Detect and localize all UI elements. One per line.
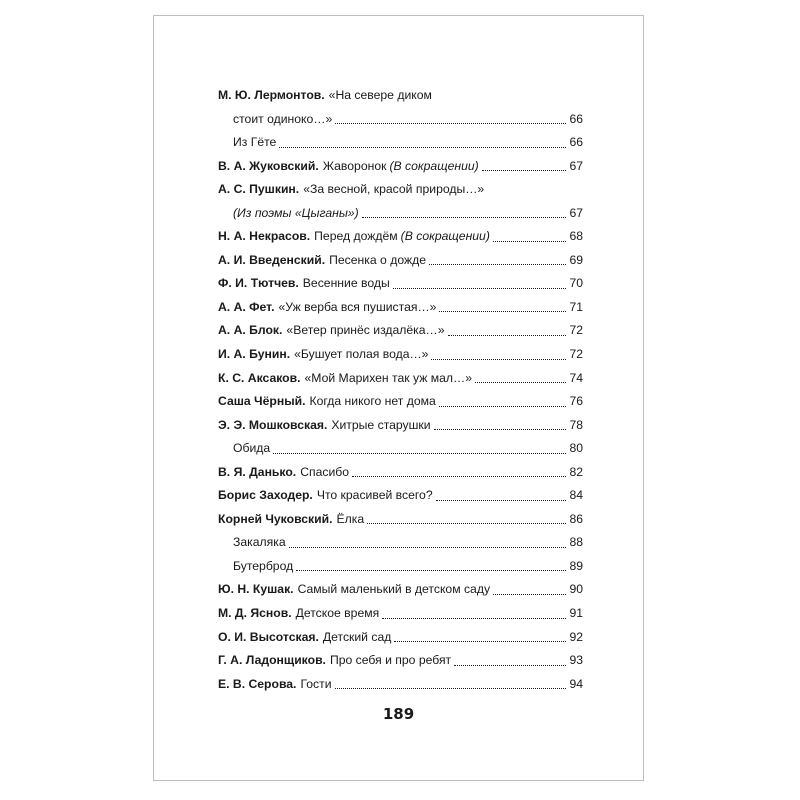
dot-leader (482, 169, 567, 171)
toc-author: В. Я. Данько. (218, 464, 297, 479)
dot-leader (439, 405, 567, 407)
toc-page-number: 78 (569, 417, 583, 432)
toc-page-number: 68 (569, 229, 583, 244)
toc-page-number: 69 (569, 252, 583, 267)
toc-page-number: 72 (569, 347, 583, 362)
toc-page-number: 90 (569, 582, 583, 597)
toc-title: Самый маленький в детском саду (297, 582, 491, 597)
toc-author: М. Д. Яснов. (218, 606, 292, 621)
toc-author: В. А. Жуковский. (218, 158, 319, 173)
toc-page-number: 76 (569, 394, 583, 409)
toc-author: А. С. Пушкин. (218, 182, 300, 197)
toc-author: Борис Заходер. (218, 488, 313, 503)
toc-entry (218, 508, 583, 532)
toc-title: Из Гёте (233, 135, 277, 150)
toc-page-number: 86 (569, 511, 583, 526)
toc-author: А. А. Блок. (218, 323, 283, 338)
toc-page-number: 88 (569, 535, 583, 550)
toc-page-number: 67 (569, 158, 583, 173)
toc-entry (218, 155, 583, 179)
toc-entry (218, 272, 583, 296)
toc-entry (218, 108, 583, 132)
toc-entry (218, 367, 583, 391)
toc-title: «Ветер принёс издалёка…» (286, 323, 445, 338)
toc-author: Н. А. Некрасов. (218, 229, 311, 244)
toc-author: О. И. Высотская. (218, 629, 319, 644)
toc-page-number: 80 (569, 441, 583, 456)
toc-author: Ф. И. Тютчев. (218, 276, 299, 291)
toc-title: Хитрые старушки (331, 417, 431, 432)
dot-leader (493, 240, 567, 242)
dot-leader (382, 617, 566, 619)
toc-author: Саша Чёрный. (218, 394, 306, 409)
toc-entry (218, 178, 583, 202)
toc-page-number: 71 (569, 299, 583, 314)
toc-entry (218, 578, 583, 602)
table-of-contents (218, 84, 583, 696)
toc-title: Перед дождём (314, 229, 398, 244)
toc-entry (218, 249, 583, 273)
toc-title: Весенние воды (302, 276, 390, 291)
toc-entry (218, 484, 583, 508)
dot-leader (289, 546, 567, 548)
toc-title: Жаворонок (322, 158, 387, 173)
toc-page-number: 70 (569, 276, 583, 291)
toc-title: Ёлка (336, 511, 365, 526)
toc-entry (218, 555, 583, 579)
toc-entry (218, 461, 583, 485)
toc-author: Ю. Н. Кушак. (218, 582, 294, 597)
toc-entry (218, 131, 583, 155)
toc-page-number: 66 (569, 111, 583, 126)
dot-leader (439, 310, 566, 312)
toc-title: «Мой Марихен так уж мал…» (304, 370, 472, 385)
dot-leader (431, 358, 566, 360)
toc-page-number: 93 (569, 653, 583, 668)
toc-entry (218, 414, 583, 438)
dot-leader (434, 428, 567, 430)
toc-author: Г. А. Ладонщиков. (218, 653, 326, 668)
toc-title: «На севере диком (328, 88, 432, 102)
toc-title: Гости (300, 676, 332, 691)
dot-leader (279, 146, 566, 148)
toc-page-number: 84 (569, 488, 583, 503)
toc-author: И. А. Бунин. (218, 347, 291, 362)
dot-leader (296, 569, 566, 571)
dot-leader (429, 263, 566, 265)
toc-title: Детский сад (322, 629, 392, 644)
toc-entry (218, 343, 583, 367)
toc-author: Э. Э. Мошковская. (218, 417, 328, 432)
toc-title: Бутерброд (233, 558, 294, 573)
toc-author: Е. В. Серова. (218, 676, 297, 691)
toc-author: М. Ю. Лермонтов. (218, 88, 325, 102)
dot-leader (335, 687, 567, 689)
toc-note: (В сокращении) (389, 158, 479, 173)
toc-title: Закаляка (233, 535, 286, 550)
dot-leader (352, 475, 566, 477)
toc-page-number: 72 (569, 323, 583, 338)
toc-page-number: 91 (569, 606, 583, 621)
dot-leader (493, 593, 566, 595)
toc-entry (218, 437, 583, 461)
toc-entry (218, 319, 583, 343)
toc-page-number: 66 (569, 135, 583, 150)
toc-page-number: 67 (569, 205, 583, 220)
dot-leader (362, 216, 567, 218)
toc-title: «Бушует полая вода…» (294, 347, 429, 362)
toc-entry (218, 84, 583, 108)
dot-leader (448, 334, 567, 336)
toc-entry (218, 649, 583, 673)
toc-title: (Из поэмы «Цыганы») (233, 205, 359, 220)
dot-leader (394, 640, 566, 642)
toc-entry (218, 602, 583, 626)
toc-title: «За весной, красой природы…» (303, 182, 485, 197)
toc-entry (218, 390, 583, 414)
toc-entry (218, 673, 583, 697)
toc-author: А. И. Введенский. (218, 252, 326, 267)
toc-title: Что красивей всего? (316, 488, 433, 503)
toc-author: Корней Чуковский. (218, 511, 333, 526)
toc-title: Когда никого нет дома (309, 394, 436, 409)
toc-entry (218, 225, 583, 249)
dot-leader (475, 381, 566, 383)
toc-entry (218, 202, 583, 226)
toc-page-number: 94 (569, 676, 583, 691)
toc-page-number: 89 (569, 558, 583, 573)
dot-leader (454, 664, 566, 666)
toc-page-number: 92 (569, 629, 583, 644)
dot-leader (436, 499, 567, 501)
toc-title: Спасибо (300, 464, 350, 479)
dot-leader (273, 452, 566, 454)
toc-title: стоит одиноко…» (233, 111, 333, 126)
toc-page-number: 82 (569, 464, 583, 479)
dot-leader (367, 522, 566, 524)
toc-entry (218, 531, 583, 555)
page-number: 189 (382, 705, 415, 723)
toc-page-number: 74 (569, 370, 583, 385)
toc-title: Детское время (295, 606, 380, 621)
toc-author: К. С. Аксаков. (218, 370, 301, 385)
toc-title: Песенка о дожде (329, 252, 427, 267)
toc-title: Обида (233, 441, 271, 456)
toc-author: А. А. Фет. (218, 299, 275, 314)
toc-entry (218, 626, 583, 650)
dot-leader (335, 122, 566, 124)
dot-leader (393, 287, 567, 289)
book-page (153, 15, 644, 781)
toc-title: «Уж верба вся пушистая…» (278, 299, 437, 314)
toc-title: Про себя и про ребят (329, 653, 452, 668)
toc-entry (218, 296, 583, 320)
toc-note: (В сокращении) (400, 229, 490, 244)
